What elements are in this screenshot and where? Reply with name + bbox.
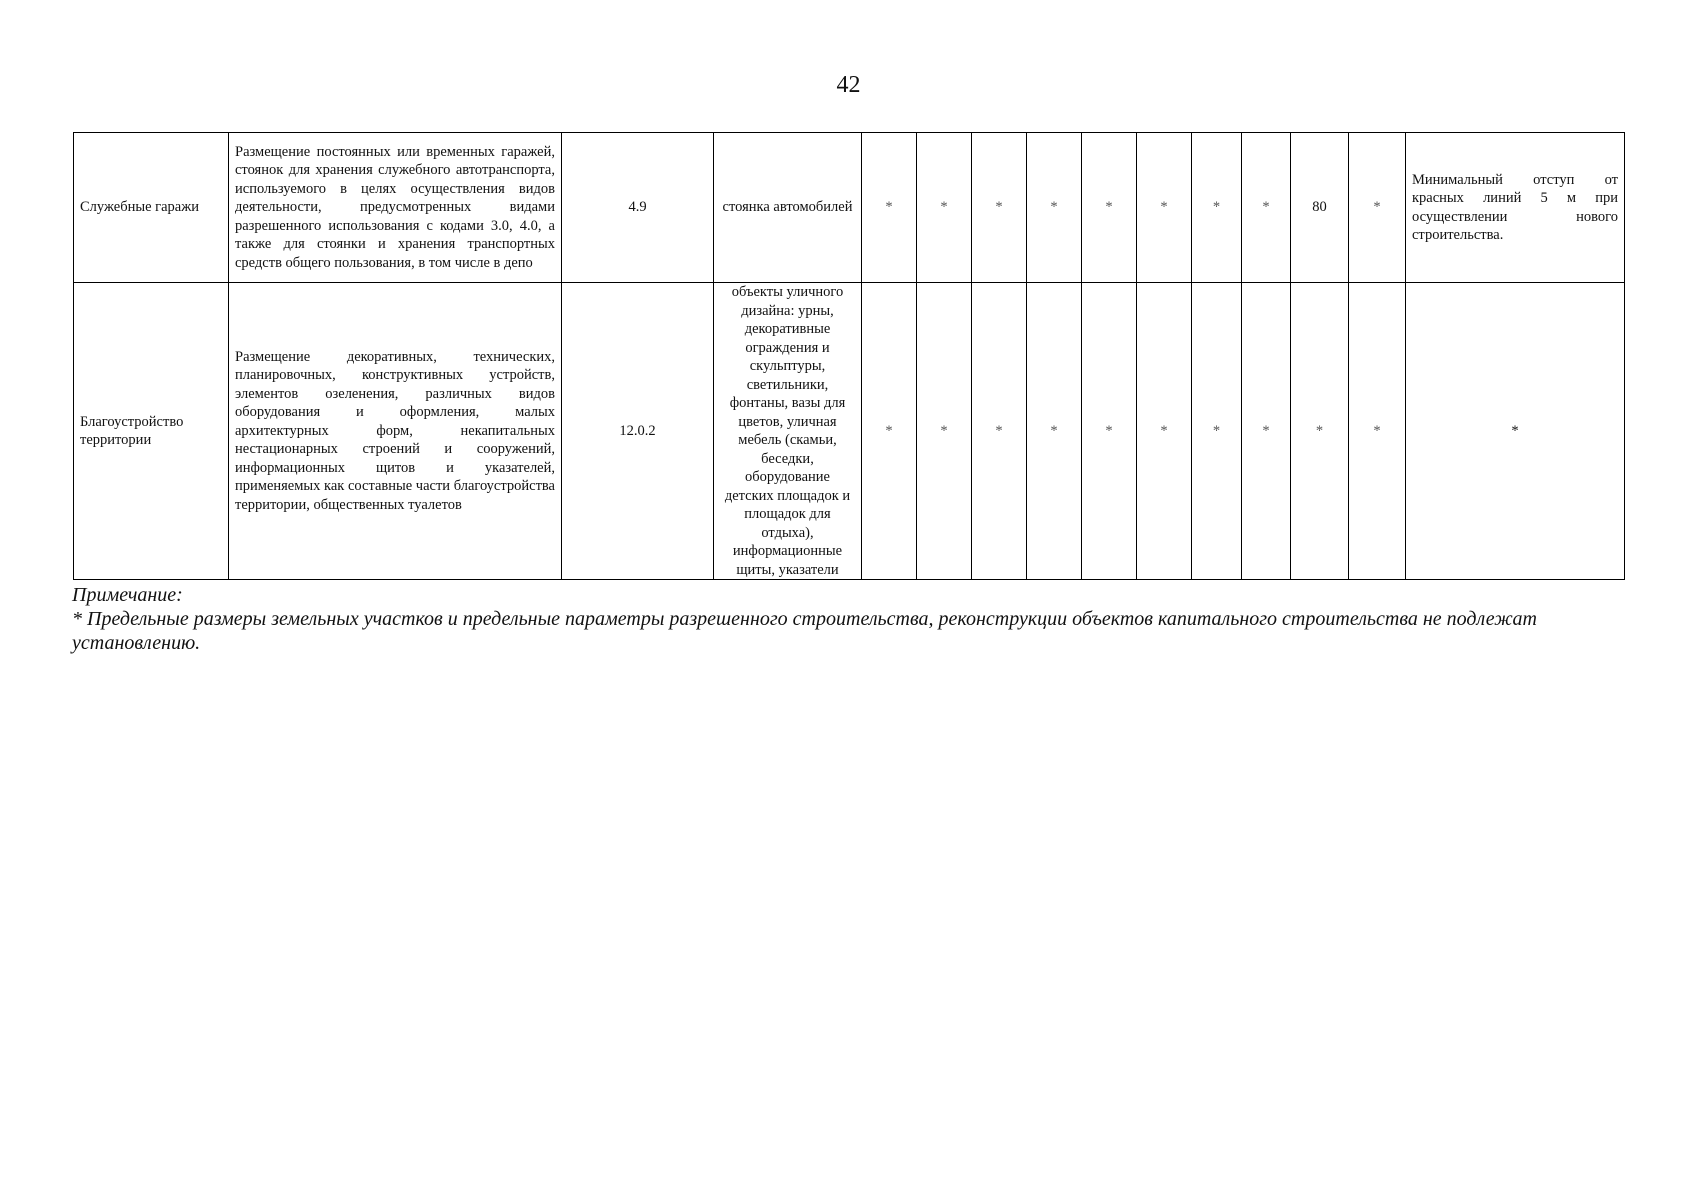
footnote-text: * Предельные размеры земельных участков и предельные параметры разрешенного строительства, реконструкции объектов капитального строительства не подлежат установлению.: [72, 608, 1537, 654]
param-cell: *: [1192, 283, 1242, 580]
page-number: 42: [836, 72, 861, 98]
param-cell: *: [1027, 133, 1082, 283]
param-cell: *: [1242, 283, 1291, 580]
objects-cell: объекты уличного дизайна: урны, декоративные ограждения и скульптуры, светильники, фонтаны, вазы для цветов, уличная мебель (скамьи, беседки, оборудование детских площадок и площадок для отдыха), информационные щиты, указатели: [714, 283, 862, 580]
param-cell: *: [972, 283, 1027, 580]
param-cell: *: [1082, 283, 1137, 580]
footnote-title: Примечание:: [72, 584, 183, 606]
use-code-cell: 4.9: [562, 133, 714, 283]
note-cell: Минимальный отступ от красных линий 5 м при осуществлении нового строительства.: [1406, 133, 1625, 283]
param-cell: *: [1027, 283, 1082, 580]
param-cell: *: [1192, 133, 1242, 283]
objects-cell: стоянка автомобилей: [714, 133, 862, 283]
param-cell: *: [862, 283, 917, 580]
use-description-cell: Размещение постоянных или временных гаражей, стоянок для хранения служебного автотранспорта, используемого в целях осуществления видов деятельности, предусмотренных видами разрешенного использования с кодами 3.0, 4.0, а также для стоянки и хранения транспортных средств общего пользования, в том числе в депо: [229, 133, 562, 283]
footnote-block: [72, 583, 1632, 655]
param-cell: *: [1349, 133, 1406, 283]
table-row: [74, 283, 1625, 580]
use-name-cell: Благоустройство территории: [74, 283, 229, 580]
param-cell: *: [917, 283, 972, 580]
param-cell: *: [972, 133, 1027, 283]
note-cell: *: [1406, 283, 1625, 580]
param-cell: *: [917, 133, 972, 283]
param-cell: *: [862, 133, 917, 283]
regulations-table: [73, 132, 1625, 580]
param-cell: *: [1349, 283, 1406, 580]
param-cell: *: [1137, 283, 1192, 580]
param-cell: *: [1242, 133, 1291, 283]
param-cell: *: [1082, 133, 1137, 283]
use-name-cell: Служебные гаражи: [74, 133, 229, 283]
table-row: [74, 133, 1625, 283]
use-code-cell: 12.0.2: [562, 283, 714, 580]
param-cell: *: [1137, 133, 1192, 283]
use-description-cell: Размещение декоративных, технических, планировочных, конструктивных устройств, элементов озеленения, различных видов оборудования и оформления, малых архитектурных форм, некапитальных нестационарных строений и сооружений, информационных щитов и указателей, применяемых как составные части благоустройства территории, общественных туалетов: [229, 283, 562, 580]
param-cell: 80: [1291, 133, 1349, 283]
param-cell: *: [1291, 283, 1349, 580]
